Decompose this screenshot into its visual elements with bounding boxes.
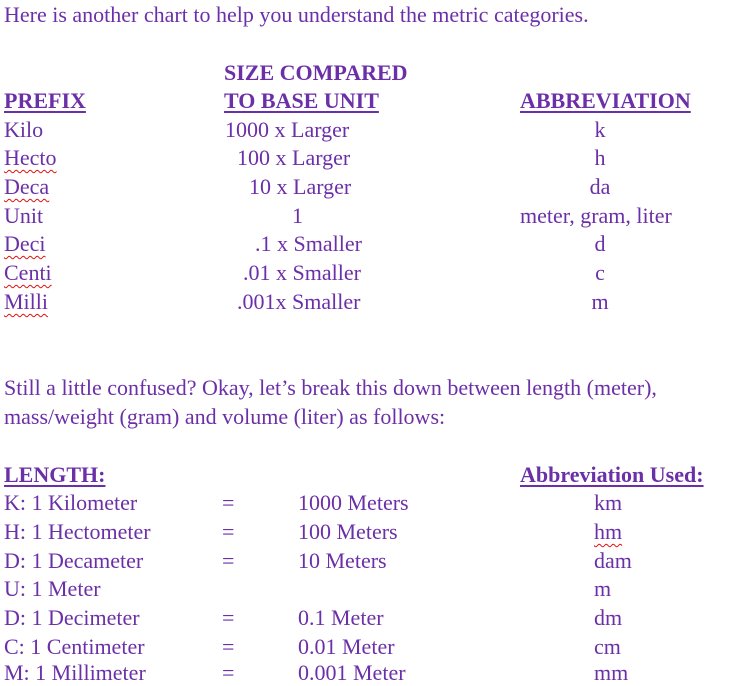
prefix-cell: Deci (4, 231, 46, 256)
explanation-line2: mass/weight (gram) and volume (liter) as follows: (4, 404, 446, 429)
length-value: 10 Meters (298, 548, 387, 573)
length-value: 0.01 Meter (298, 634, 395, 659)
length-label: D: 1 Decameter (4, 548, 144, 573)
length-label: M: 1 Millimeter (4, 660, 146, 685)
length-label: D: 1 Decimeter (4, 605, 140, 630)
equals-sign: = (222, 634, 235, 659)
length-abbr: km (594, 490, 623, 515)
abbr-cell: da (589, 174, 611, 199)
length-label: U: 1 Meter (4, 576, 101, 601)
intro-text: Here is another chart to help you understand the metric categories. (4, 2, 589, 27)
equals-sign: = (222, 548, 235, 573)
prefix-cell: Centi (4, 260, 52, 285)
length-label: K: 1 Kilometer (4, 490, 138, 515)
equals-sign: = (222, 660, 235, 685)
prefix-cell: Kilo (4, 117, 44, 142)
abbreviation-header: ABBREVIATION (520, 88, 691, 113)
length-heading: LENGTH: (4, 462, 106, 487)
length-abbr: m (594, 576, 612, 601)
length-value: 0.001 Meter (298, 660, 406, 685)
abbr-cell: c (595, 260, 605, 285)
size-header-line2: TO BASE UNIT (224, 88, 379, 113)
prefix-cell: Deca (4, 174, 50, 199)
size-cell: 1 (292, 203, 303, 228)
size-header-line1: SIZE COMPARED (224, 60, 408, 85)
length-abbr: cm (594, 634, 621, 659)
abbr-cell: k (594, 117, 606, 142)
abbr-cell: d (594, 231, 606, 256)
size-cell: 1000 x Larger (225, 117, 350, 142)
size-cell: .01 x Smaller (243, 260, 361, 285)
prefix-cell: Hecto (4, 145, 57, 170)
length-label: C: 1 Centimeter (4, 634, 145, 659)
length-abbr: mm (594, 660, 629, 685)
prefix-cell: Milli (4, 289, 49, 314)
abbreviation-used-heading: Abbreviation Used: (520, 462, 704, 487)
length-value: 100 Meters (298, 519, 398, 544)
size-cell: .1 x Smaller (255, 231, 362, 256)
abbr-cell: m (591, 289, 609, 314)
abbr-cell: h (594, 145, 606, 170)
abbr-cell: meter, gram, liter (520, 203, 672, 228)
length-value: 1000 Meters (298, 490, 409, 515)
prefix-header: PREFIX (4, 88, 86, 113)
length-label: H: 1 Hectometer (4, 519, 151, 544)
length-abbr: dm (594, 605, 623, 630)
length-value: 0.1 Meter (298, 605, 384, 630)
equals-sign: = (222, 490, 235, 515)
equals-sign: = (222, 605, 235, 630)
explanation-line1: Still a little confused? Okay, let’s break this down between length (meter), (4, 375, 657, 400)
length-abbr: dam (594, 548, 632, 573)
prefix-cell: Unit (4, 203, 44, 228)
size-cell: .001x Smaller (237, 289, 361, 314)
equals-sign: = (222, 519, 235, 544)
size-cell: 10 x Larger (249, 174, 352, 199)
length-abbr: hm (594, 519, 623, 544)
size-cell: 100 x Larger (237, 145, 351, 170)
